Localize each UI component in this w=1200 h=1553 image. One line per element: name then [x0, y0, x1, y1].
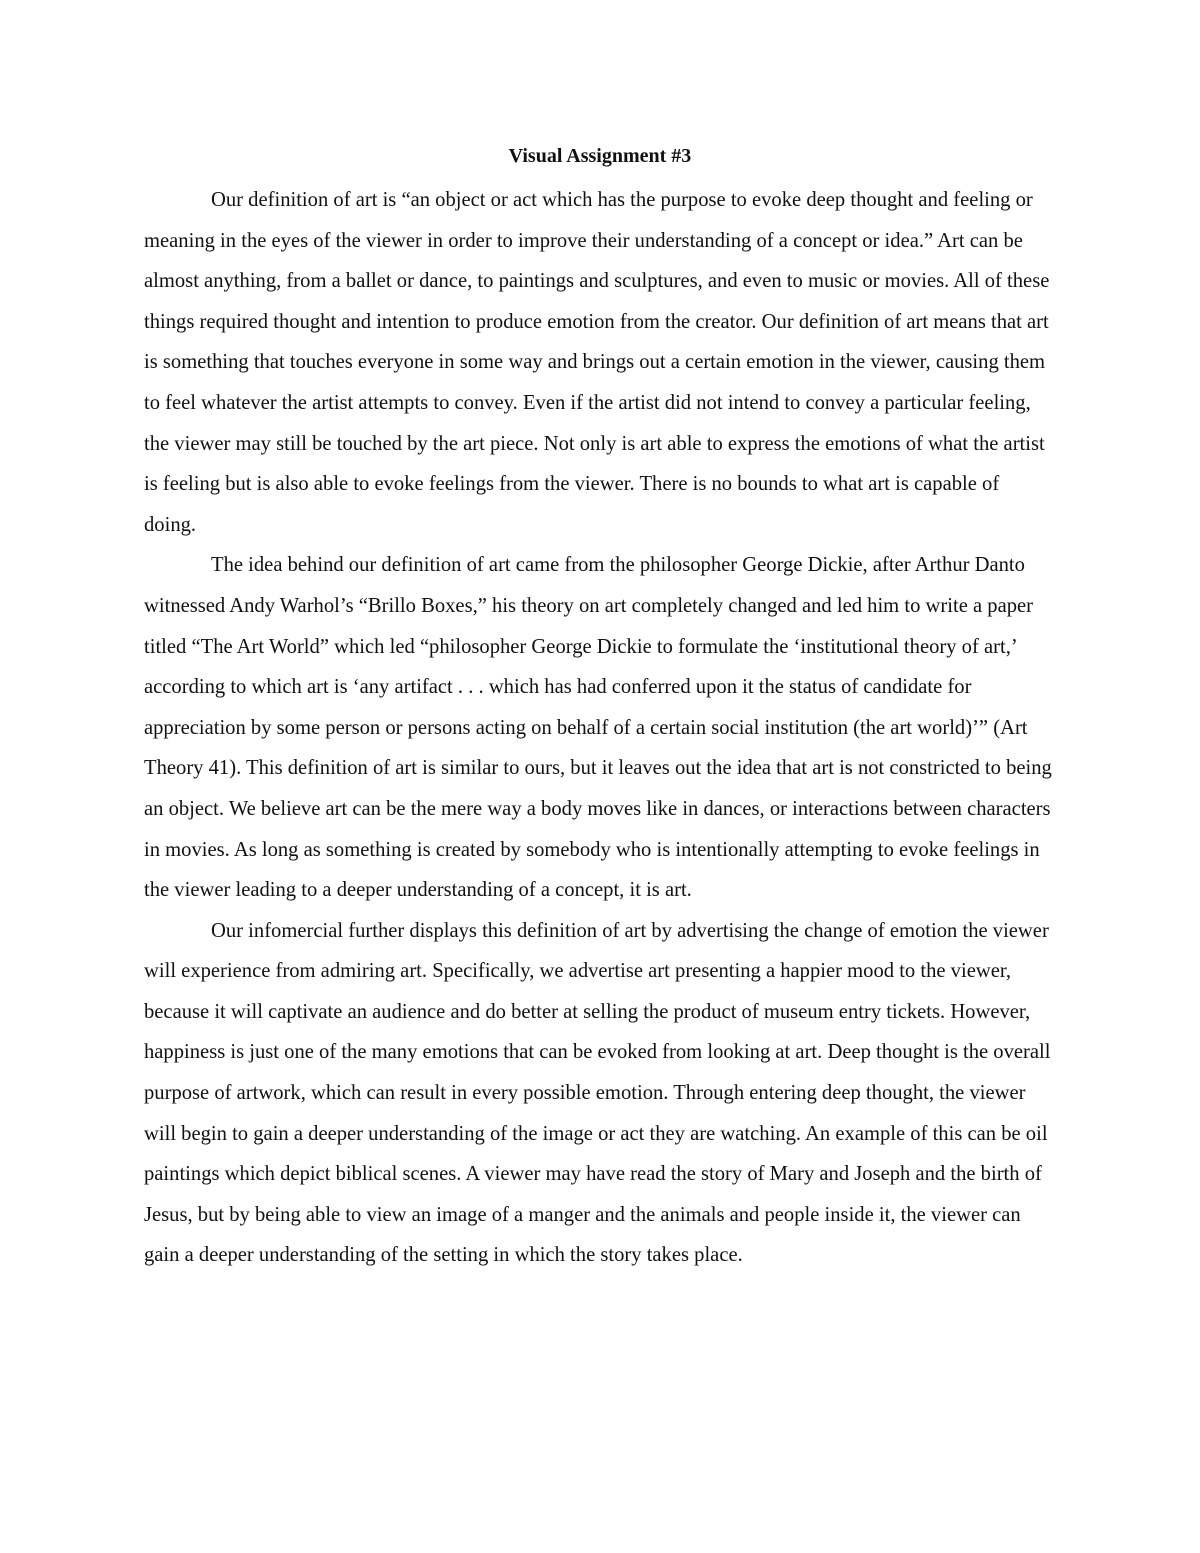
paragraph-2: The idea behind our definition of art came from the philosopher George Dickie, after Arthur Danto witnessed Andy Warhol’s “Brillo Boxes,” his theory on art completely changed and led him to write a paper titled “The Art World” which led “philosopher George Dickie to formulate the ‘institutional theory of art,’ according to which art is ‘any artifact . . . which has had conferred upon it the status of candidate for appreciation by some person or persons acting on behalf of a certain social institution (the art world)’” (Art Theory 41). This definition of art is similar to ours, but it leaves out the idea that art is not constricted to being an object. We believe art can be the mere way a body moves like in dances, or interactions between characters in movies. As long as something is created by somebody who is intentionally attempting to evoke feelings in the viewer leading to a deeper understanding of a concept, it is art.	[144, 554, 1052, 902]
paragraph-1: Our definition of art is “an object or act which has the purpose to evoke deep thought and feeling or meaning in the eyes of the viewer in order to improve their understanding of a concept or idea.” Art can be almost anything, from a ballet or dance, to paintings and sculptures, and even to music or movies. All of these things required thought and intention to produce emotion from the creator. Our definition of art means that art is something that touches everyone in some way and brings out a certain emotion in the viewer, causing them to feel whatever the artist attempts to convey. Even if the artist did not intend to convey a particular feeling, the viewer may still be touched by the art piece. Not only is art able to express the emotions of what the artist is feeling but is also able to evoke feelings from the viewer. There is no bounds to what art is capable of doing.	[144, 189, 1050, 536]
paragraph-3: Our infomercial further displays this definition of art by advertising the change of emotion the viewer will experience from admiring art. Specifically, we advertise art presenting a happier mood to the viewer, because it will captivate an audience and do better at selling the product of museum entry tickets. However, happiness is just one of the many emotions that can be evoked from looking at art. Deep thought is the overall purpose of artwork, which can result in every possible emotion. Through entering deep thought, the viewer will begin to gain a deeper understanding of the image or act they are watching. An example of this can be oil paintings which depict biblical scenes. A viewer may have read the story of Mary and Joseph and the birth of Jesus, but by being able to view an image of a manger and the animals and people inside it, the viewer can gain a deeper understanding of the setting in which the story takes place.	[144, 919, 1051, 1267]
document-title: Visual Assignment #3	[508, 145, 692, 167]
document-body	[144, 180, 1056, 1276]
